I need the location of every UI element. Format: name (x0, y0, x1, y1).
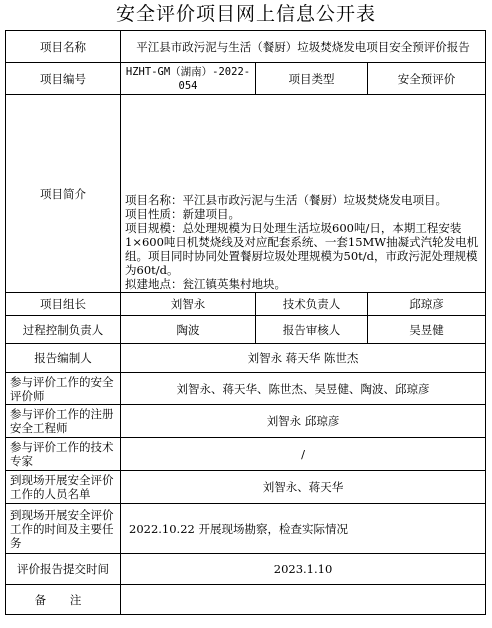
report-reviewer-value: 吴昱健 (368, 316, 486, 344)
onsite-time-task-value: 2022.10.22 开展现场勘察，检查实际情况 (121, 504, 486, 554)
onsite-personnel-value: 刘智永、蒋天华 (121, 471, 486, 504)
onsite-time-task-label: 到现场开展安全评价工作的时间及主要任务 (6, 504, 121, 554)
remarks-label: 备 注 (6, 585, 121, 615)
report-author-value: 刘智永 蒋天华 陈世杰 (121, 344, 486, 373)
report-reviewer-label: 报告审核人 (256, 316, 368, 344)
row-leaders (6, 293, 486, 316)
row-tech-experts (6, 438, 486, 471)
project-type-value: 安全预评价 (368, 63, 486, 95)
project-leader-label: 项目组长 (6, 293, 121, 316)
intro-line: 项目名称：平江县市政污泥与生活（餐厨）垃圾焚烧发电项目。 (125, 193, 447, 207)
registered-engineers-value: 刘智永 邱琼彦 (121, 405, 486, 438)
project-intro-value (121, 95, 486, 293)
project-name-value: 平江县市政污泥与生活（餐厨）垃圾焚烧发电项目安全预评价报告 (121, 31, 486, 63)
report-author-label: 报告编制人 (6, 344, 121, 373)
row-report-author (6, 344, 486, 373)
tech-experts-label: 参与评价工作的技术专家 (6, 438, 121, 471)
onsite-personnel-label: 到现场开展安全评价工作的人员名单 (6, 471, 121, 504)
project-name-label: 项目名称 (6, 31, 121, 63)
row-project-intro (6, 95, 486, 293)
intro-line: 项目规模：总处理规模为日处理生活垃圾600吨/日，本期工程安装1×600吨日机焚烧线及对应配套系统、一套15MW抽凝式汽轮发电机组。项目同时协同处置餐厨垃圾处理规模为50t/d，市政污泥处理规模为60t/d。 (125, 221, 479, 277)
tech-experts-value: / (121, 438, 486, 471)
row-project-name (6, 31, 486, 63)
project-leader-value: 刘智永 (121, 293, 256, 316)
safety-evaluators-label: 参与评价工作的安全评价师 (6, 373, 121, 405)
intro-line: 项目性质：新建项目。 (125, 207, 240, 221)
tech-leader-label: 技术负责人 (256, 293, 368, 316)
row-project-number (6, 63, 486, 95)
row-onsite-time-task (6, 504, 486, 554)
process-control-label: 过程控制负责人 (6, 316, 121, 344)
submit-time-label: 评价报告提交时间 (6, 554, 121, 585)
project-type-label: 项目类型 (256, 63, 368, 95)
page-title: 安全评价项目网上信息公开表 (115, 3, 376, 25)
registered-engineers-label: 参与评价工作的注册安全工程师 (6, 405, 121, 438)
submit-time-value: 2023.1.10 (121, 554, 486, 585)
tech-leader-value: 邱琼彦 (368, 293, 486, 316)
project-number-label: 项目编号 (6, 63, 121, 95)
intro-line: 拟建地点：瓮江镇英集村地块。 (125, 277, 286, 291)
row-remarks (6, 585, 486, 615)
remarks-value (121, 585, 486, 615)
safety-evaluators-value: 刘智永、蒋天华、陈世杰、吴昱健、陶波、邱琼彦 (121, 373, 486, 405)
row-control-review (6, 316, 486, 344)
row-onsite-personnel (6, 471, 486, 504)
row-registered-engineers (6, 405, 486, 438)
row-submit-time (6, 554, 486, 585)
project-intro-label: 项目简介 (6, 95, 121, 293)
row-safety-evaluators (6, 373, 486, 405)
info-table (5, 30, 486, 615)
project-number-value: HZHT-GM（湖南）-2022-054 (121, 63, 256, 95)
process-control-value: 陶波 (121, 316, 256, 344)
